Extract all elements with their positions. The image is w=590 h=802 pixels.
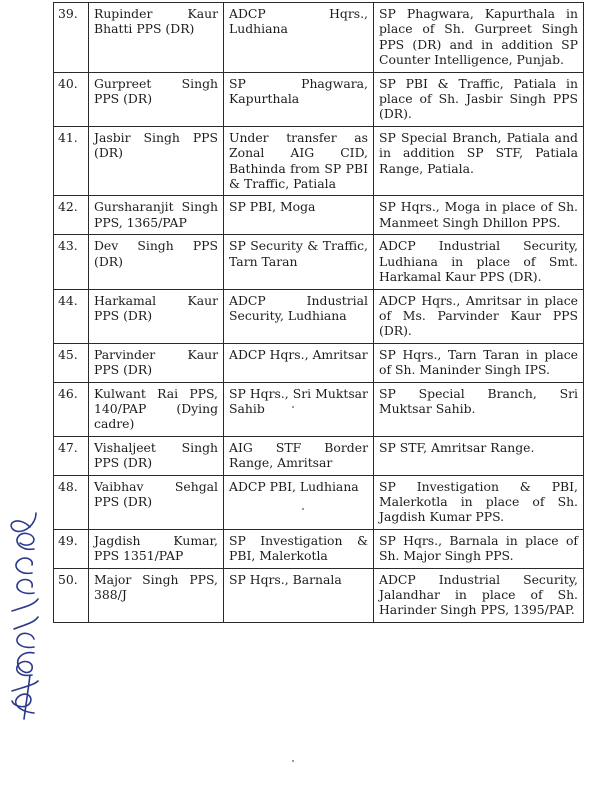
officer-name: Rupinder Kaur Bhatti PPS (DR) bbox=[89, 3, 224, 73]
serial-number: 43. bbox=[54, 235, 89, 289]
new-posting: SP Investigation & PBI, Malerkotla in place of Sh. Jagdish Kumar PPS. bbox=[374, 475, 584, 529]
table-row bbox=[54, 3, 584, 73]
present-posting: ADCP Hqrs., Ludhiana bbox=[224, 3, 374, 73]
present-posting: Under transfer as Zonal AIG CID, Bathinda from SP PBI & Traffic, Patiala bbox=[224, 126, 374, 196]
present-posting: SP Investigation & PBI, Malerkotla bbox=[224, 529, 374, 568]
serial-number: 47. bbox=[54, 436, 89, 475]
table-row bbox=[54, 529, 584, 568]
new-posting: SP Hqrs., Moga in place of Sh. Manmeet Singh Dhillon PPS. bbox=[374, 196, 584, 235]
new-posting: SP STF, Amritsar Range. bbox=[374, 436, 584, 475]
officer-name: Dev Singh PPS (DR) bbox=[89, 235, 224, 289]
officer-name: Gurpreet Singh PPS (DR) bbox=[89, 72, 224, 126]
present-posting: ADCP PBI, Ludhiana bbox=[224, 475, 374, 529]
officer-name: Jasbir Singh PPS (DR) bbox=[89, 126, 224, 196]
officer-name: Jagdish Kumar, PPS 1351/PAP bbox=[89, 529, 224, 568]
table-row bbox=[54, 475, 584, 529]
officer-name: Kulwant Rai PPS, 140/PAP (Dying cadre) bbox=[89, 382, 224, 436]
new-posting: SP Phagwara, Kapurthala in place of Sh. Gurpreet Singh PPS (DR) and in addition SP Counter Intelligence, Punjab. bbox=[374, 3, 584, 73]
table-row bbox=[54, 235, 584, 289]
present-posting: SP Hqrs., Barnala bbox=[224, 568, 374, 622]
new-posting: SP Hqrs., Barnala in place of Sh. Major Singh PPS. bbox=[374, 529, 584, 568]
serial-number: 44. bbox=[54, 289, 89, 343]
new-posting: SP Special Branch, Patiala and in addition SP STF, Patiala Range, Patiala. bbox=[374, 126, 584, 196]
table-row bbox=[54, 436, 584, 475]
table-row bbox=[54, 568, 584, 622]
new-posting: SP PBI & Traffic, Patiala in place of Sh. Jasbir Singh PPS (DR). bbox=[374, 72, 584, 126]
serial-number: 42. bbox=[54, 196, 89, 235]
table-row bbox=[54, 343, 584, 382]
new-posting: ADCP Industrial Security, Ludhiana in place of Smt. Harkamal Kaur PPS (DR). bbox=[374, 235, 584, 289]
table-row bbox=[54, 72, 584, 126]
new-posting: ADCP Industrial Security, Jalandhar in place of Sh. Harinder Singh PPS, 1395/PAP. bbox=[374, 568, 584, 622]
officer-name: Vaibhav Sehgal PPS (DR) bbox=[89, 475, 224, 529]
officer-name: Gursharanjit Singh PPS, 1365/PAP bbox=[89, 196, 224, 235]
present-posting: SP PBI, Moga bbox=[224, 196, 374, 235]
officer-name: Major Singh PPS, 388/J bbox=[89, 568, 224, 622]
new-posting: SP Hqrs., Tarn Taran in place of Sh. Maninder Singh IPS. bbox=[374, 343, 584, 382]
serial-number: 39. bbox=[54, 3, 89, 73]
scan-speck bbox=[292, 760, 294, 762]
new-posting: ADCP Hqrs., Amritsar in place of Ms. Parvinder Kaur PPS (DR). bbox=[374, 289, 584, 343]
present-posting: SP Security & Traffic, Tarn Taran bbox=[224, 235, 374, 289]
officer-name: Harkamal Kaur PPS (DR) bbox=[89, 289, 224, 343]
handwritten-signature bbox=[4, 505, 44, 720]
present-posting: ADCP Industrial Security, Ludhiana bbox=[224, 289, 374, 343]
present-posting: SP Hqrs., Sri Muktsar Sahib bbox=[224, 382, 374, 436]
serial-number: 50. bbox=[54, 568, 89, 622]
present-posting: ADCP Hqrs., Amritsar bbox=[224, 343, 374, 382]
new-posting: SP Special Branch, Sri Muktsar Sahib. bbox=[374, 382, 584, 436]
present-posting: AIG STF Border Range, Amritsar bbox=[224, 436, 374, 475]
serial-number: 46. bbox=[54, 382, 89, 436]
serial-number: 40. bbox=[54, 72, 89, 126]
serial-number: 48. bbox=[54, 475, 89, 529]
serial-number: 49. bbox=[54, 529, 89, 568]
posting-table bbox=[53, 2, 584, 623]
present-posting: SP Phagwara, Kapurthala bbox=[224, 72, 374, 126]
table-row bbox=[54, 382, 584, 436]
serial-number: 41. bbox=[54, 126, 89, 196]
officer-name: Parvinder Kaur PPS (DR) bbox=[89, 343, 224, 382]
table-row bbox=[54, 126, 584, 196]
serial-number: 45. bbox=[54, 343, 89, 382]
table-row bbox=[54, 289, 584, 343]
officer-name: Vishaljeet Singh PPS (DR) bbox=[89, 436, 224, 475]
table-row bbox=[54, 196, 584, 235]
